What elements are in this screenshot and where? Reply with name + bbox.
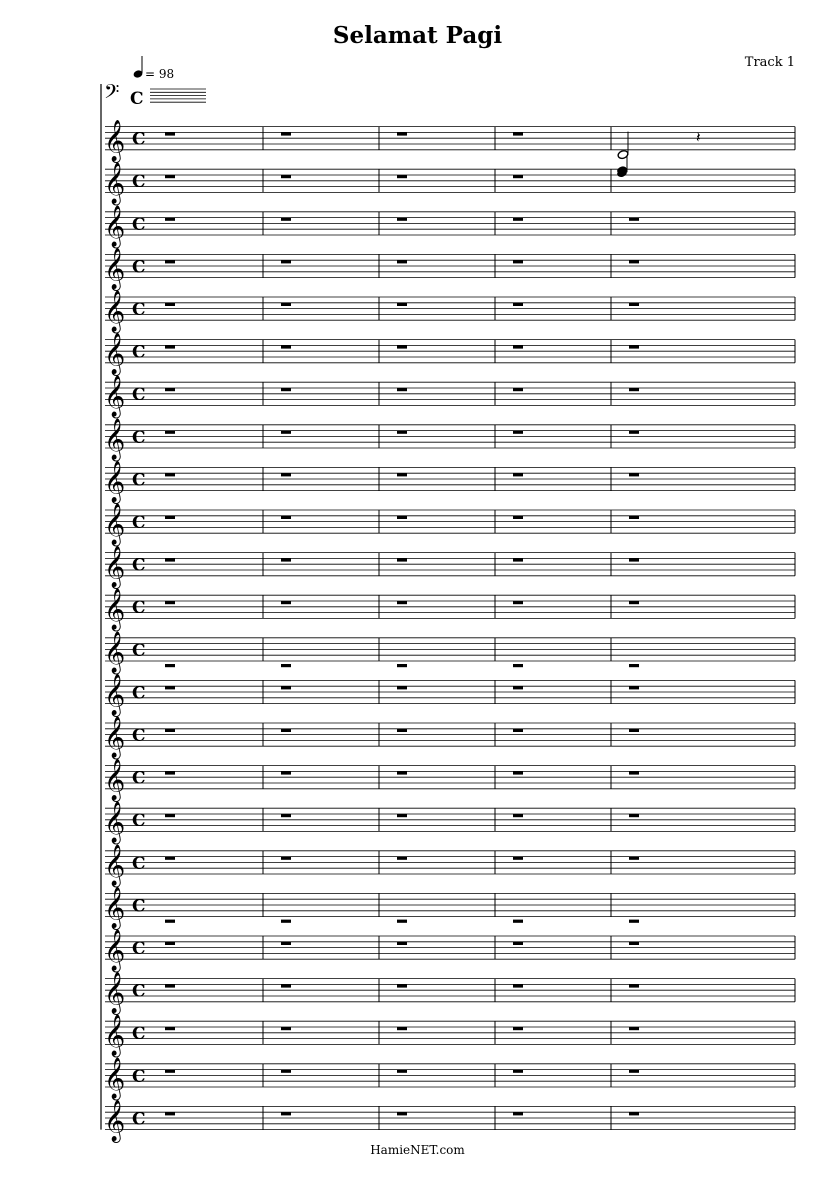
whole-rest-icon (397, 260, 407, 263)
whole-rest-icon (281, 218, 291, 221)
whole-rest-icon (397, 175, 407, 178)
whole-rest-icon (165, 1070, 175, 1073)
whole-rest-icon (397, 664, 407, 667)
whole-rest-icon (629, 984, 639, 987)
treble-clef-icon: 𝄞 (104, 674, 126, 716)
treble-clef-icon: 𝄞 (104, 504, 126, 545)
whole-rest-icon (629, 1027, 639, 1030)
whole-rest-icon (513, 218, 523, 221)
whole-rest-icon (165, 431, 175, 434)
whole-rest-icon (513, 984, 523, 987)
whole-rest-icon (397, 345, 407, 348)
treble-clef-icon: 𝄞 (104, 844, 126, 886)
time-signature: C (132, 1024, 146, 1045)
tempo-marking: = 98 (145, 67, 175, 81)
whole-rest-icon (513, 729, 523, 732)
whole-rest-icon (513, 664, 523, 667)
whole-rest-icon (629, 1070, 639, 1073)
time-signature: C (132, 470, 146, 491)
whole-rest-icon (281, 516, 291, 519)
whole-rest-icon (629, 473, 639, 476)
time-signature: C (132, 555, 146, 576)
whole-rest-icon (629, 857, 639, 860)
whole-rest-icon (629, 218, 639, 221)
whole-rest-icon (397, 132, 407, 135)
whole-rest-icon (397, 814, 407, 817)
whole-rest-icon (397, 1027, 407, 1030)
whole-rest-icon (629, 920, 639, 923)
treble-clef-icon: 𝄞 (104, 163, 126, 205)
time-signature: C (132, 853, 146, 874)
whole-rest-icon (397, 473, 407, 476)
whole-rest-icon (513, 857, 523, 860)
whole-rest-icon (281, 664, 291, 667)
whole-rest-icon (513, 558, 523, 561)
bass-clef-icon: 𝄢 (104, 80, 120, 108)
whole-rest-icon (165, 601, 175, 604)
time-signature: C (132, 427, 146, 448)
whole-rest-icon (281, 260, 291, 263)
whole-rest-icon (165, 132, 175, 135)
whole-rest-icon (629, 814, 639, 817)
whole-rest-icon (513, 814, 523, 817)
whole-rest-icon (513, 1027, 523, 1030)
whole-rest-icon (397, 1070, 407, 1073)
whole-rest-icon (397, 303, 407, 306)
whole-rest-icon (165, 857, 175, 860)
whole-rest-icon (629, 431, 639, 434)
whole-rest-icon (513, 1070, 523, 1073)
treble-clef-icon: 𝄞 (104, 120, 126, 162)
treble-clef-icon: 𝄞 (104, 205, 126, 247)
time-signature: C (132, 811, 146, 832)
whole-rest-icon (397, 218, 407, 221)
whole-rest-icon (513, 1112, 523, 1115)
time-signature: C (132, 1066, 146, 1087)
time-signature: C (132, 300, 146, 320)
track-label: Track 1 (744, 55, 795, 70)
whole-rest-icon (629, 260, 639, 263)
whole-rest-icon (165, 1027, 175, 1030)
whole-rest-icon (281, 388, 291, 391)
whole-rest-icon (165, 920, 175, 923)
whole-rest-icon (513, 132, 523, 135)
treble-clef-icon: 𝄞 (104, 248, 126, 290)
whole-rest-icon (513, 303, 523, 306)
whole-rest-icon (165, 473, 175, 476)
time-signature: C (132, 513, 146, 533)
treble-clef-icon: 𝄞 (104, 376, 126, 418)
whole-rest-icon (629, 729, 639, 732)
time-signature: C (132, 257, 146, 278)
whole-rest-icon (513, 473, 523, 476)
treble-clef-icon: 𝄞 (104, 291, 126, 332)
whole-rest-icon (165, 942, 175, 945)
time-signature: C (132, 683, 146, 704)
treble-clef-icon: 𝄞 (104, 887, 126, 929)
time-signature: C (132, 640, 146, 661)
whole-rest-icon (513, 942, 523, 945)
whole-rest-icon (165, 729, 175, 732)
whole-rest-icon (281, 942, 291, 945)
whole-rest-icon (281, 984, 291, 987)
treble-clef-icon: 𝄞 (104, 1015, 126, 1057)
quarter-rest-icon: 𝄽 (696, 128, 701, 147)
whole-rest-icon (629, 771, 639, 774)
treble-clef-icon: 𝄞 (104, 333, 126, 375)
whole-rest-icon (629, 558, 639, 561)
whole-rest-icon (397, 516, 407, 519)
whole-rest-icon (629, 686, 639, 689)
time-signature: C (132, 129, 146, 150)
whole-rest-icon (165, 175, 175, 178)
treble-clef-icon: 𝄞 (104, 546, 126, 588)
treble-clef-icon: 𝄞 (104, 717, 126, 758)
whole-rest-icon (397, 686, 407, 689)
time-signature: C (132, 598, 146, 619)
whole-rest-icon (281, 729, 291, 732)
whole-rest-icon (165, 260, 175, 263)
whole-rest-icon (629, 664, 639, 667)
time-signature: C (132, 896, 146, 917)
whole-rest-icon (397, 942, 407, 945)
whole-rest-icon (397, 388, 407, 391)
time-signature: C (132, 172, 146, 193)
whole-rest-icon (629, 601, 639, 604)
whole-rest-icon (513, 601, 523, 604)
whole-rest-icon (513, 516, 523, 519)
whole-rest-icon (281, 431, 291, 434)
whole-rest-icon (281, 473, 291, 476)
time-signature: C (132, 726, 146, 746)
whole-rest-icon (513, 920, 523, 923)
whole-rest-icon (629, 303, 639, 306)
whole-rest-icon (165, 814, 175, 817)
whole-rest-icon (513, 431, 523, 434)
whole-rest-icon (281, 686, 291, 689)
treble-clef-icon: 𝄞 (104, 1057, 126, 1099)
whole-rest-icon (281, 814, 291, 817)
treble-clef-icon: 𝄞 (104, 461, 126, 503)
whole-rest-icon (629, 388, 639, 391)
whole-rest-icon (513, 686, 523, 689)
whole-rest-icon (165, 771, 175, 774)
footer-credit: HamieNET.com (370, 1143, 465, 1157)
whole-rest-icon (165, 218, 175, 221)
treble-clef-icon: 𝄞 (104, 1100, 126, 1142)
score-title: Selamat Pagi (332, 22, 503, 49)
whole-rest-icon (165, 686, 175, 689)
whole-rest-icon (513, 175, 523, 178)
whole-rest-icon (397, 984, 407, 987)
whole-rest-icon (629, 345, 639, 348)
whole-rest-icon (513, 771, 523, 774)
whole-rest-icon (281, 303, 291, 306)
treble-clef-icon: 𝄞 (104, 418, 126, 460)
whole-rest-icon (165, 664, 175, 667)
time-signature: C (132, 214, 146, 235)
whole-rest-icon (281, 345, 291, 348)
time-signature: C (130, 89, 144, 109)
whole-rest-icon (281, 857, 291, 860)
whole-rest-icon (397, 920, 407, 923)
treble-clef-icon: 𝄞 (104, 930, 126, 971)
whole-rest-icon (165, 558, 175, 561)
whole-rest-icon (281, 558, 291, 561)
whole-rest-icon (397, 1112, 407, 1115)
time-signature: C (132, 939, 146, 959)
treble-clef-icon: 𝄞 (104, 802, 126, 844)
whole-rest-icon (397, 558, 407, 561)
whole-rest-icon (281, 1027, 291, 1030)
whole-rest-icon (165, 1112, 175, 1115)
whole-rest-icon (165, 303, 175, 306)
whole-rest-icon (397, 601, 407, 604)
whole-rest-icon (397, 729, 407, 732)
time-signature: C (132, 981, 146, 1002)
whole-rest-icon (629, 516, 639, 519)
whole-rest-icon (165, 345, 175, 348)
whole-rest-icon (281, 1112, 291, 1115)
whole-rest-icon (629, 1112, 639, 1115)
whole-rest-icon (281, 771, 291, 774)
whole-rest-icon (281, 132, 291, 135)
time-signature: C (132, 385, 146, 406)
whole-rest-icon (281, 175, 291, 178)
whole-rest-icon (513, 388, 523, 391)
treble-clef-icon: 𝄞 (104, 631, 126, 673)
whole-rest-icon (281, 601, 291, 604)
whole-rest-icon (629, 942, 639, 945)
whole-rest-icon (281, 920, 291, 923)
whole-rest-icon (281, 1070, 291, 1073)
whole-rest-icon (513, 260, 523, 263)
whole-rest-icon (513, 345, 523, 348)
whole-rest-icon (397, 857, 407, 860)
treble-clef-icon: 𝄞 (104, 759, 126, 801)
treble-clef-icon: 𝄞 (104, 589, 126, 631)
whole-rest-icon (165, 516, 175, 519)
treble-clef-icon: 𝄞 (104, 972, 126, 1014)
time-signature: C (132, 768, 146, 789)
whole-rest-icon (165, 388, 175, 391)
time-signature: C (132, 342, 146, 363)
time-signature: C (132, 1109, 146, 1130)
whole-rest-icon (165, 984, 175, 987)
whole-rest-icon (397, 771, 407, 774)
whole-rest-icon (397, 431, 407, 434)
